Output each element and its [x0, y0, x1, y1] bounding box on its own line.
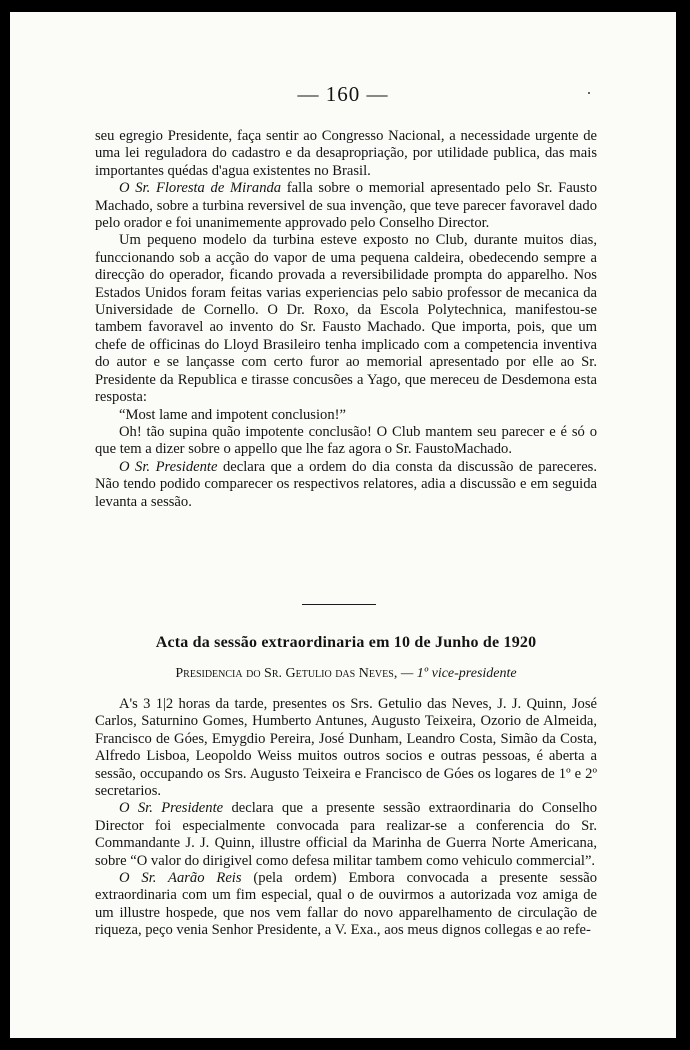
paragraph: A's 3 1|2 horas da tarde, presentes os Srs. Getulio das Neves, J. J. Quinn, José Carlos, Saturnino Gomes, Humberto Antunes, Augusto Teixeira, Ozorio de Almeida, Francisco de Góes, Emygdio Pereira, José Dunham, Leandro Costa, Simão da Costa, Alfredo Lisboa, Leopoldo Weiss muitos outros socios e outras pessoas, é aberta a sessão, occupando os Srs. Augusto Teixeira e Francisco de Góes os logares de 1º e 2º secretarios. — [95, 696, 597, 800]
speaker-name: O Sr. Presidente — [119, 800, 224, 817]
paragraph: seu egregio Presidente, faça sentir ao Congresso Nacional, a necessidade urgente de uma lei reguladora do cadastro e da desapropriação, por utilidade publica, das mais importantes quédas d'agua existentes no Brasil. — [95, 128, 597, 179]
presidency-line — [95, 666, 597, 682]
speaker-name: O Sr. Floresta de Miranda — [119, 180, 282, 197]
paragraph — [95, 800, 597, 870]
section-divider — [302, 604, 376, 605]
paragraph-text: falla sobre o memorial apresentado pelo Sr. Fausto Machado, sobre a turbina reversivel de sua invenção, que teve parecer favoravel dado pelo orador e foi unanimemente approvado pelo Conselho Director. — [95, 180, 598, 232]
acta-heading: Acta da sessão extraordinaria em 10 de Junho de 1920 — [155, 634, 537, 651]
paragraph: Um pequeno modelo da turbina esteve exposto no Club, durante muitos dias, funccionando sob a acção do vapor de uma pequena caldeira, obedecendo sempre a direcção do operador, ficando provada a reversibilidade prompta do apparelho. Nos Estados Unidos foram feitas varias experiencias pelo sabio professor de mecanica da Universidade de Cornello. O Dr. Roxo, da Escola Polytechnica, manifestou-se tambem favoravel ao invento do Sr. Fausto Machado. Que importa, pois, que um chefe de officinas do Lloyd Brasileiro tenha implicado com a competencia inventiva do autor e se lançasse com certo furor ao memorial apresentado por elle ao Sr. Presidente da Republica e tirasse concusões a Yago, que mereceu de Desdemona esta resposta: — [95, 232, 597, 406]
paragraph — [95, 870, 597, 940]
paragraph: Oh! tão supina quão impotente conclusão! O Club mantem seu parecer e é só o que tem a dizer sobre o appello que lhe faz agora o Sr. FaustoMachado. — [95, 423, 597, 458]
speaker-name: O Sr. Presidente — [119, 458, 218, 475]
paragraph-text: declara que a ordem do dia consta da discussão de pareceres. Não tendo podido comparecer os respectivos relatores, adia a discussão e em seguida levanta a sessão. — [95, 458, 597, 510]
document-page — [10, 12, 676, 1038]
paragraph-text: declara que a presente sessão extraordinaria do Conselho Director foi especialmente convocada para realizar-se a conferencia do Sr. Commandante J. J. Quinn, illustre official da Marinha de Guerra Norte Americana, sobre “O valor do dirigivel como defesa militar tambem como vehiculo commercial”. — [95, 800, 597, 869]
paragraph-text: (pela ordem) Embora convocada a presente sessão extraordinaria com um fim especial, qual o de ouvirmos a autorizada voz amiga de um illustre hospede, que nos vem fallar do novo apparelhamento de circulação de riqueza, peço venia Senhor Presidente, a V. Exa., aos meus dignos collegas e ao refe- — [95, 870, 598, 939]
paragraph — [95, 180, 597, 232]
presidency-role: — 1º vice-presidente — [397, 666, 517, 681]
section-text — [95, 128, 597, 511]
quote: “Most lame and impotent conclusion!” — [119, 406, 346, 423]
speaker-name: O Sr. Aarão Reis — [119, 870, 242, 887]
presidency-name: Presidencia do Sr. Getulio das Neves, — [175, 666, 398, 681]
page-number: — 160 — — [297, 82, 389, 106]
acta-text — [95, 696, 597, 940]
paragraph — [95, 459, 597, 511]
